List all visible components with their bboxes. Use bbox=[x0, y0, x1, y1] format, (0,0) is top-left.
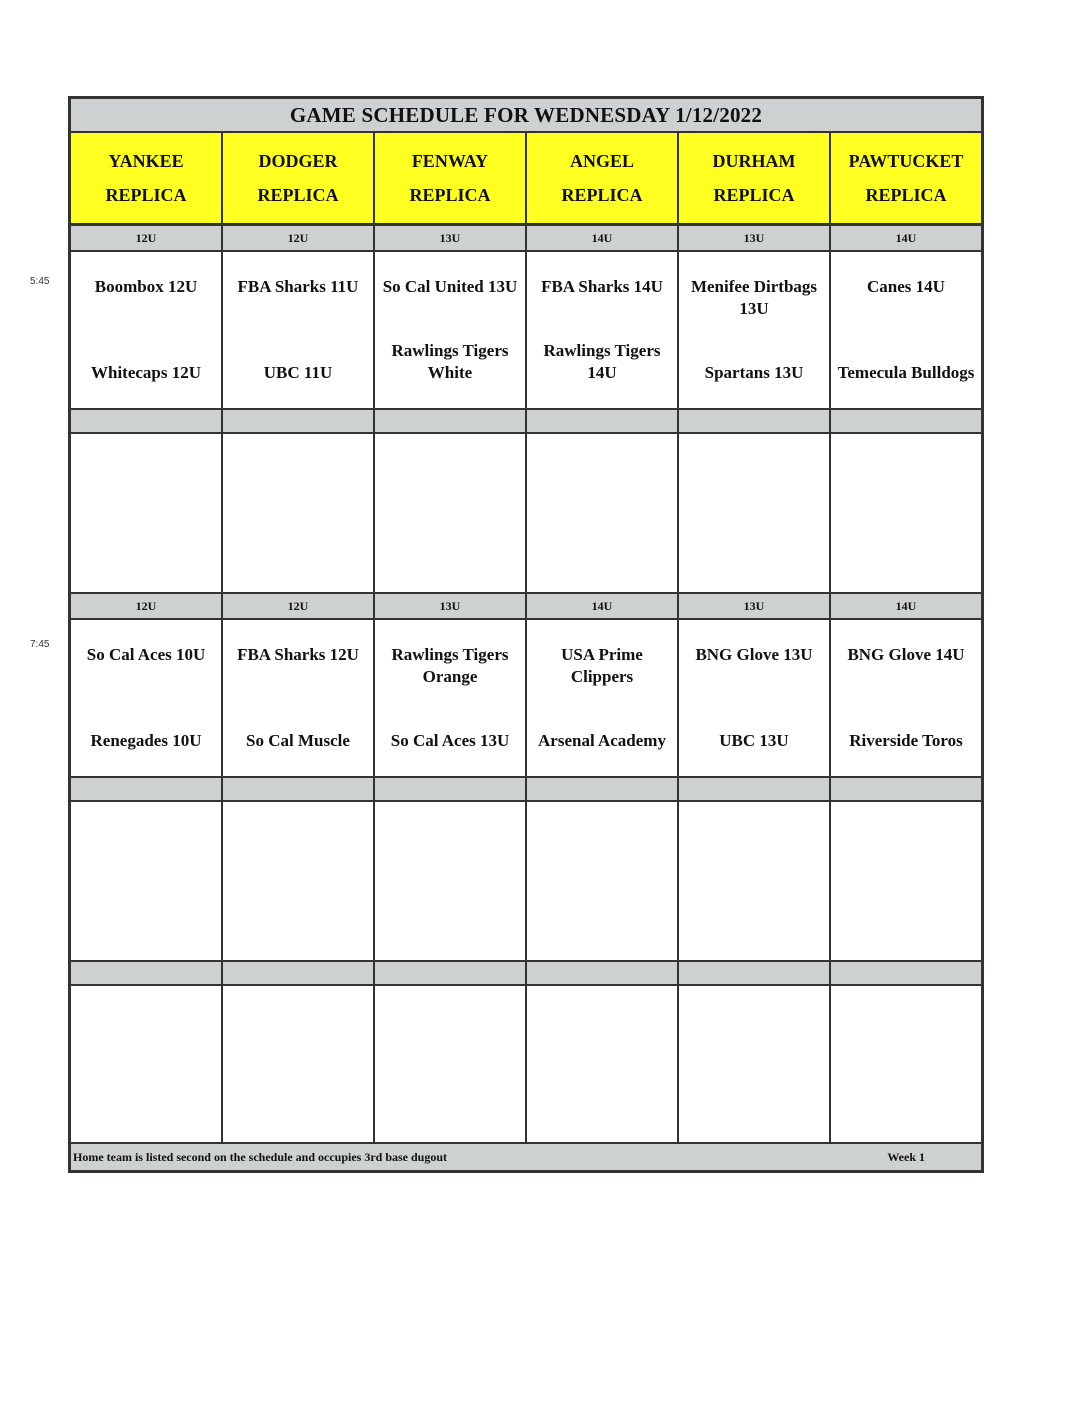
home-team: Spartans 13U bbox=[704, 363, 804, 382]
field-name: PAWTUCKET bbox=[848, 151, 964, 171]
age-division: 12U bbox=[71, 594, 223, 618]
game-cell bbox=[223, 252, 375, 408]
field-header bbox=[679, 133, 831, 223]
away-team: FBA Sharks 14U bbox=[541, 277, 663, 296]
game-cell bbox=[223, 620, 375, 776]
time-label-slot-1: 5:45 bbox=[30, 276, 50, 287]
field-header-row bbox=[71, 133, 981, 226]
home-team: Whitecaps 12U bbox=[90, 363, 202, 382]
age-division: 12U bbox=[223, 594, 375, 618]
away-team: BNG Glove 14U bbox=[847, 645, 965, 664]
field-sub: REPLICA bbox=[105, 185, 187, 205]
empty-game-row bbox=[71, 986, 981, 1144]
away-team: So Cal United 13U bbox=[382, 277, 518, 296]
home-team: Renegades 10U bbox=[90, 731, 202, 750]
game-cell bbox=[71, 620, 223, 776]
game-cell bbox=[679, 620, 831, 776]
home-team: Temecula Bulldogs bbox=[837, 363, 975, 382]
separator-row bbox=[71, 962, 981, 986]
age-row-slot-2 bbox=[71, 594, 981, 620]
game-row-slot-2 bbox=[71, 620, 981, 778]
away-team: BNG Glove 13U bbox=[695, 645, 813, 664]
age-division: 13U bbox=[375, 594, 527, 618]
home-team: UBC 13U bbox=[719, 731, 789, 750]
home-team: So Cal Aces 13U bbox=[390, 731, 510, 750]
separator-row bbox=[71, 778, 981, 802]
field-header bbox=[223, 133, 375, 223]
away-team: USA Prime Clippers bbox=[561, 645, 643, 686]
game-cell bbox=[375, 620, 527, 776]
away-team: Menifee Dirtbags 13U bbox=[690, 277, 818, 318]
game-cell bbox=[527, 252, 679, 408]
game-cell bbox=[375, 252, 527, 408]
schedule-table bbox=[68, 96, 984, 1173]
time-label-slot-2: 7:45 bbox=[30, 639, 50, 650]
age-division: 12U bbox=[71, 226, 223, 250]
age-division: 12U bbox=[223, 226, 375, 250]
home-team: Arsenal Academy bbox=[538, 731, 666, 750]
game-cell bbox=[831, 620, 981, 776]
field-header bbox=[527, 133, 679, 223]
game-cell bbox=[831, 252, 981, 408]
empty-game-row bbox=[71, 802, 981, 962]
home-team: So Cal Muscle bbox=[246, 731, 350, 750]
age-division: 13U bbox=[679, 594, 831, 618]
away-team: FBA Sharks 11U bbox=[237, 277, 359, 296]
field-sub: REPLICA bbox=[561, 185, 643, 205]
age-row-slot-1 bbox=[71, 226, 981, 252]
field-header bbox=[71, 133, 223, 223]
field-name: YANKEE bbox=[108, 151, 184, 171]
field-header bbox=[375, 133, 527, 223]
away-team: Rawlings Tigers Orange bbox=[391, 645, 509, 686]
home-team: Rawlings Tigers 14U bbox=[543, 341, 661, 382]
separator-row bbox=[71, 410, 981, 434]
field-header bbox=[831, 133, 981, 223]
field-sub: REPLICA bbox=[865, 185, 947, 205]
home-team: UBC 11U bbox=[263, 363, 333, 382]
age-division: 13U bbox=[375, 226, 527, 250]
field-name: FENWAY bbox=[411, 151, 489, 171]
away-team: So Cal Aces 10U bbox=[86, 645, 206, 664]
away-team: FBA Sharks 12U bbox=[237, 645, 359, 664]
age-division: 14U bbox=[527, 594, 679, 618]
field-sub: REPLICA bbox=[409, 185, 491, 205]
age-division: 14U bbox=[831, 594, 981, 618]
home-team: Rawlings Tigers White bbox=[391, 341, 509, 382]
field-name: ANGEL bbox=[569, 151, 634, 171]
away-team: Boombox 12U bbox=[94, 277, 198, 296]
field-sub: REPLICA bbox=[713, 185, 795, 205]
age-division: 13U bbox=[679, 226, 831, 250]
game-cell bbox=[679, 252, 831, 408]
age-division: 14U bbox=[831, 226, 981, 250]
home-team-note: Home team is listed second on the schedule and occupies 3rd base dugout bbox=[73, 1149, 448, 1164]
game-row-slot-1 bbox=[71, 252, 981, 410]
age-division: 14U bbox=[527, 226, 679, 250]
field-sub: REPLICA bbox=[257, 185, 339, 205]
away-team: Canes 14U bbox=[867, 277, 945, 296]
game-cell bbox=[527, 620, 679, 776]
home-team: Riverside Toros bbox=[849, 731, 963, 750]
game-cell bbox=[71, 252, 223, 408]
field-name: DODGER bbox=[258, 151, 338, 171]
field-name: DURHAM bbox=[712, 151, 796, 171]
schedule-footer bbox=[71, 1144, 981, 1170]
empty-game-row bbox=[71, 434, 981, 594]
week-label: Week 1 bbox=[887, 1149, 925, 1164]
schedule-title: GAME SCHEDULE FOR WEDNESDAY 1/12/2022 bbox=[71, 99, 981, 133]
